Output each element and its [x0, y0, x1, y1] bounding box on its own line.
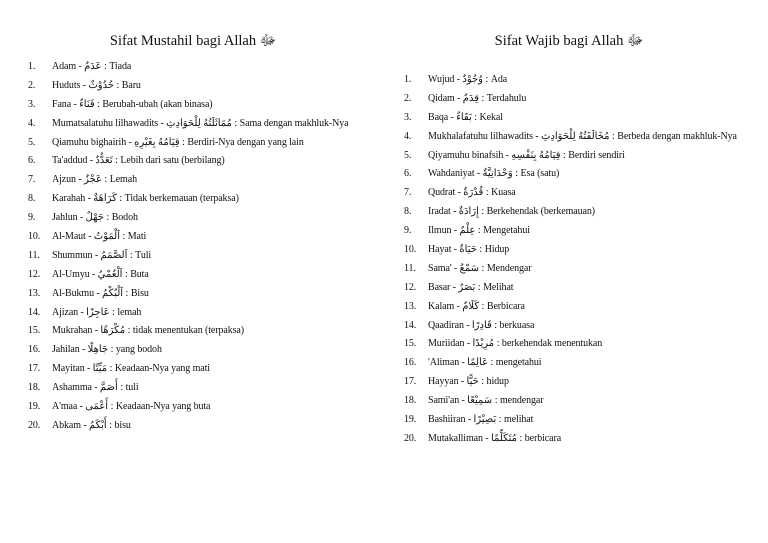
list-item [404, 392, 766, 411]
item-number: 5. [28, 136, 36, 148]
item-number: 5. [404, 149, 412, 161]
item-text: Ta'addud - تَعَدُّدٌ : Lebih dari satu (berbilang) [52, 155, 225, 167]
list-item [28, 266, 398, 285]
list-item [28, 190, 398, 209]
list-item [404, 165, 766, 184]
list-item [404, 373, 766, 392]
list-item [404, 222, 766, 241]
item-text: Bashiiran - بَصِيْرًا : melihat [428, 414, 534, 426]
item-text: Qiyamuhu binafsih - قِيَامُهُ بِنَفْسِهِ : Berdiri sendiri [428, 149, 625, 161]
item-number: 2. [404, 92, 412, 104]
item-number: 2. [28, 79, 36, 91]
item-text: Fana - فَنَاءٌ : Berubah-ubah (akan binasa) [52, 98, 213, 110]
item-text: Baqa - بَقَاءٌ : Kekal [428, 111, 503, 123]
item-number: 14. [28, 306, 41, 318]
item-text: Wujud - وُجُوْدٌ : Ada [428, 74, 508, 85]
item-number: 9. [404, 225, 412, 237]
item-text: Sama' - سَمْعٌ : Mendengar [428, 262, 532, 274]
list-item [28, 171, 398, 190]
list-item [28, 360, 398, 379]
list-item [28, 134, 398, 153]
list-item [404, 128, 766, 147]
list-item [28, 322, 398, 341]
item-text: Ajizan - عَاجِزًا : lemah [52, 306, 142, 318]
sifat-wajib-column [404, 30, 766, 449]
item-text: Muriidan - مُرِيْدًا : berkehendak menentukan [428, 338, 603, 350]
item-text: Al-Maut - اَلْمَوْتُ : Mati [52, 231, 147, 243]
item-number: 4. [404, 130, 412, 142]
item-text: Wahdaniyat - وَحْدَانِيَّةٌ : Esa (satu) [428, 168, 560, 180]
list-item [404, 279, 766, 298]
item-text: Mumatsalatuhu lilhawadits - مُمَاثَلَتُهُ لِلْحَوَادِثِ : Sama dengan makhluk-Nya [52, 117, 349, 129]
item-text: Mutakalliman - مُتَكَلِّمًا : berbicara [428, 432, 562, 444]
item-text: Karahah - كَرَاهَةٌ : Tidak berkemauan (terpaksa) [52, 193, 239, 205]
item-number: 12. [28, 268, 41, 280]
item-text: 'Aliman - عَالِمًا : mengetahui [428, 357, 542, 369]
item-number: 18. [404, 395, 417, 407]
item-number: 18. [28, 382, 41, 394]
item-number: 1. [28, 61, 36, 72]
list-item [404, 184, 766, 203]
list-item [404, 335, 766, 354]
list-item [28, 209, 398, 228]
list-item [28, 417, 398, 436]
list-item [404, 90, 766, 109]
sifat-mustahil-column [28, 30, 398, 436]
item-text: Adam - عَدَمٌ : Tiada [52, 61, 132, 72]
item-number: 6. [28, 155, 36, 167]
item-number: 12. [404, 281, 417, 293]
list-item [28, 152, 398, 171]
list-item [28, 77, 398, 96]
list-item [404, 241, 766, 260]
list-item [404, 203, 766, 222]
item-text: A'maa - أَعْمَى : Keadaan-Nya yang buta [52, 401, 211, 413]
item-text: Mukrahan - مُكْرَهًا : tidak menentukan (terpaksa) [52, 325, 244, 337]
list-item [404, 109, 766, 128]
item-number: 19. [28, 401, 41, 413]
item-number: 14. [404, 319, 417, 331]
item-text: Iradat - إِرَادَةٌ : Berkehendak (berkemauan) [428, 206, 595, 218]
list-item [28, 285, 398, 304]
list-item [28, 228, 398, 247]
item-number: 13. [28, 287, 41, 299]
item-number: 8. [28, 193, 36, 205]
list-item [28, 96, 398, 115]
sifat-mustahil-list [28, 58, 398, 436]
item-number: 7. [28, 174, 36, 186]
item-text: Ashamma - أَصَمَّ : tuli [52, 382, 139, 394]
item-text: Kalam - كَلَامٌ : Berbicara [428, 300, 525, 312]
item-number: 15. [404, 338, 417, 350]
item-number: 20. [404, 432, 417, 444]
list-item [404, 430, 766, 449]
item-text: Shummun - اَلصَّمَمُ : Tuli [52, 249, 152, 261]
list-item [28, 341, 398, 360]
item-text: Al-Bukmu - اَلْبُكْمُ : Bisu [52, 287, 149, 299]
list-item [28, 304, 398, 323]
item-text: Ajzun - عَجْزٌ : Lemah [52, 174, 137, 186]
list-item [404, 147, 766, 166]
list-item [28, 115, 398, 134]
item-text: Abkam - أَبْكَمُ : bisu [52, 419, 131, 431]
item-number: 10. [28, 231, 41, 243]
item-number: 3. [28, 98, 36, 110]
item-text: Hayyan - حَيًّا : hidup [428, 376, 509, 388]
list-item [404, 411, 766, 430]
item-number: 11. [404, 262, 416, 274]
item-number: 10. [404, 244, 417, 256]
item-number: 15. [28, 325, 41, 337]
sifat-wajib-list [404, 71, 766, 449]
item-number: 8. [404, 206, 412, 218]
item-text: Sami'an - سَمِيْعًا : mendengar [428, 395, 544, 407]
item-number: 17. [404, 376, 417, 388]
sifat-mustahil-title: Sifat Mustahil bagi Allah ﷻ [109, 33, 277, 49]
list-item [404, 354, 766, 373]
item-text: Hayat - حَيَاةٌ : Hidup [428, 244, 510, 256]
item-text: Huduts - حُدُوْثٌ : Baru [52, 79, 141, 91]
item-text: Qaadiran - قَادِرًا : berkuasa [428, 319, 535, 331]
item-text: Mukhalafatuhu lilhawadits - مُخَالَفَتُهُ لِلْحَوَادِثِ : Berbeda dengan makhluk-Nya [428, 130, 737, 142]
list-item [404, 71, 766, 90]
sifat-wajib-title: Sifat Wajib bagi Allah ﷻ [494, 33, 644, 49]
item-text: Ilmun - عِلْمٌ : Mengetahui [428, 225, 530, 237]
item-number: 7. [404, 187, 412, 199]
item-text: Qiamuhu bighairih - قِيَامُهُ بِغَيْرِهِ : Berdiri-Nya dengan yang lain [52, 136, 304, 148]
item-number: 19. [404, 414, 417, 426]
item-number: 17. [28, 363, 41, 375]
item-text: Al-Umyu - اَلْعُمْيُ : Buta [52, 268, 149, 280]
item-number: 20. [28, 419, 41, 431]
list-item [28, 58, 398, 77]
list-item [404, 298, 766, 317]
item-number: 16. [28, 344, 41, 356]
item-number: 11. [28, 249, 40, 261]
list-item [404, 317, 766, 336]
item-text: Qudrat - قُدْرَةٌ : Kuasa [428, 187, 516, 199]
list-item [28, 247, 398, 266]
item-number: 13. [404, 300, 417, 312]
item-number: 16. [404, 357, 417, 369]
item-number: 3. [404, 111, 412, 123]
list-item [28, 379, 398, 398]
item-text: Jahlun - جَهْلٌ : Bodoh [52, 212, 138, 224]
item-text: Mayitan - مَيِّتًا : Keadaan-Nya yang mati [52, 363, 210, 375]
item-text: Basar - بَصَرٌ : Melihat [428, 281, 514, 293]
item-number: 9. [28, 212, 36, 224]
item-number: 4. [28, 117, 36, 129]
item-number: 1. [404, 74, 412, 85]
item-text: Qidam - قِدَمٌ : Terdahulu [428, 92, 527, 104]
item-number: 6. [404, 168, 412, 180]
item-text: Jahilan - جَاهِلًا : yang bodoh [52, 344, 162, 356]
list-item [404, 260, 766, 279]
list-item [28, 398, 398, 417]
